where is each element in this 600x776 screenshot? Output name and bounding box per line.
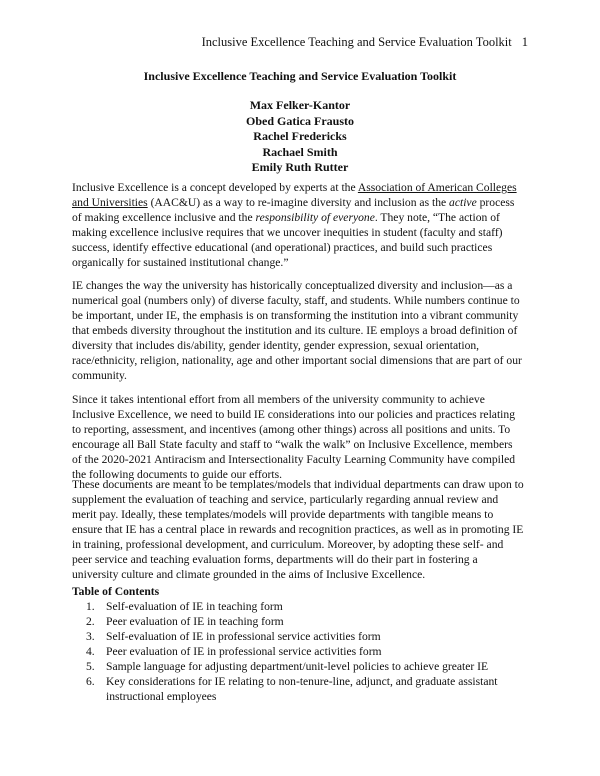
text-line: community.: [72, 369, 127, 382]
author-name: Max Felker-Kantor: [249, 98, 351, 112]
toc-item[interactable]: [72, 614, 542, 629]
toc-item[interactable]: [72, 599, 542, 614]
text-line: to reporting, assessment, and incentives (among other things) across all positions and units. To: [72, 423, 511, 436]
toc-item-text: Peer evaluation of IE in teaching form: [106, 615, 284, 628]
aacu-link[interactable]: Association of American Colleges: [357, 181, 517, 194]
text-run: of making excellence inclusive and the: [72, 211, 256, 224]
author-name: Rachael Smith: [262, 144, 338, 159]
author-name: Obed Gatica Frausto: [246, 113, 354, 128]
aacu-link-continued[interactable]: and Universities: [72, 196, 148, 209]
text-run: process: [476, 196, 515, 209]
emphasis-active: active: [449, 196, 477, 209]
text-line: diversity that includes dis/ability, gender identity, gender expression, sexual orientation,: [72, 339, 480, 352]
toc-item-number: 6.: [86, 675, 95, 688]
toc-item[interactable]: [72, 644, 542, 659]
author-list: [0, 98, 600, 176]
toc-item-number: 4.: [86, 645, 95, 658]
running-title: Inclusive Excellence Teaching and Service Evaluation Toolkit: [201, 35, 512, 49]
paragraph-intro: [72, 180, 542, 270]
toc-item[interactable]: [72, 659, 542, 674]
text-run: (AAC&U) as a way to re-imagine diversity and inclusion as the: [147, 196, 450, 209]
toc-item-number: 5.: [86, 660, 95, 673]
emphasis-responsibility: responsibility of everyone: [255, 211, 375, 224]
toc-item-number: 1.: [86, 600, 95, 613]
author-name: Emily Ruth Rutter: [251, 160, 349, 174]
text-line: university culture and climate grounded in the aims of Inclusive Excellence.: [72, 568, 426, 581]
text-line: supplement the evaluation of teaching and service, particularly regarding annual review and: [72, 493, 499, 506]
text-line: Inclusive Excellence, we need to build IE considerations into our policies and practices relating: [72, 408, 515, 421]
text-line: IE changes the way the university has historically conceptualized diversity and inclusion—as a: [72, 279, 513, 292]
text-line: organically for sustained institutional change.”: [72, 256, 289, 269]
text-line: These documents are meant to be templates/models that individual departments can draw upon to: [72, 478, 524, 491]
text-line: merit pay. Ideally, these templates/models will provide departments with tangible means to: [72, 508, 494, 521]
text-line: the following documents to guide our efforts.: [72, 468, 283, 481]
toc-item[interactable]: [72, 674, 542, 689]
toc-item-text: Peer evaluation of IE in professional service activities form: [106, 645, 382, 658]
paragraph-ie-changes: [72, 278, 542, 383]
text-line: of the 2020-2021 Antiracism and Intersectionality Faculty Learning Community have compiled: [72, 453, 516, 466]
toc-item-text: Self-evaluation of IE in professional service activities form: [106, 630, 381, 643]
text-line: race/ethnicity, religion, nationality, age and other important social dimensions that are part of our: [72, 354, 522, 367]
toc-item[interactable]: [72, 629, 542, 644]
table-of-contents: [72, 584, 542, 704]
document-title: Inclusive Excellence Teaching and Service Evaluation Toolkit: [143, 69, 457, 83]
text-run: Inclusive Excellence is a concept developed by experts at the: [72, 181, 358, 194]
toc-item-number: 2.: [86, 615, 95, 628]
paragraph-intentional-effort: [72, 392, 542, 482]
author-name: Rachel Fredericks: [253, 129, 347, 143]
toc-item-text: Self-evaluation of IE in teaching form: [106, 600, 283, 613]
text-line: success, identify effective educational (and operational) practices, and build such practices: [72, 241, 493, 254]
toc-item-continuation: instructional employees: [106, 690, 217, 703]
page-number: 1: [521, 35, 528, 49]
text-line: peer service and teaching evaluation forms, departments will do their part in fostering a: [72, 553, 478, 566]
text-line: ensure that IE has a central place in rewards and recognition practices, as well as in promoting IE: [72, 523, 524, 536]
text-line: numerical goal (numbers only) of diverse faculty, staff, and students. While numbers continue to: [72, 294, 520, 307]
running-header: [202, 35, 528, 50]
text-line: Since it takes intentional effort from all members of the university community to achieve: [72, 393, 485, 406]
toc-heading: Table of Contents: [72, 585, 160, 598]
text-line: be important, under IE, the emphasis is on transforming the institution into a vibrant community: [72, 309, 519, 322]
text-line: that embeds diversity throughout the institution and its culture. IE employs a broad definition of: [72, 324, 518, 337]
text-line: making excellence inclusive requires that we uncover inequities in student (faculty and staff): [72, 226, 503, 239]
paragraph-templates: [72, 477, 542, 582]
toc-item-text: Sample language for adjusting department/unit-level policies to achieve greater IE: [106, 660, 489, 673]
text-line: encourage all Ball State faculty and staff to “walk the walk” on Inclusive Excellence, members: [72, 438, 513, 451]
toc-item-number: 3.: [86, 630, 95, 643]
text-run: . They note, “The action of: [374, 211, 500, 224]
toc-item-text: Key considerations for IE relating to non-tenure-line, adjunct, and graduate assistant: [106, 675, 498, 688]
text-line: in training, professional development, and curriculum. Moreover, by adopting these self- and: [72, 538, 504, 551]
